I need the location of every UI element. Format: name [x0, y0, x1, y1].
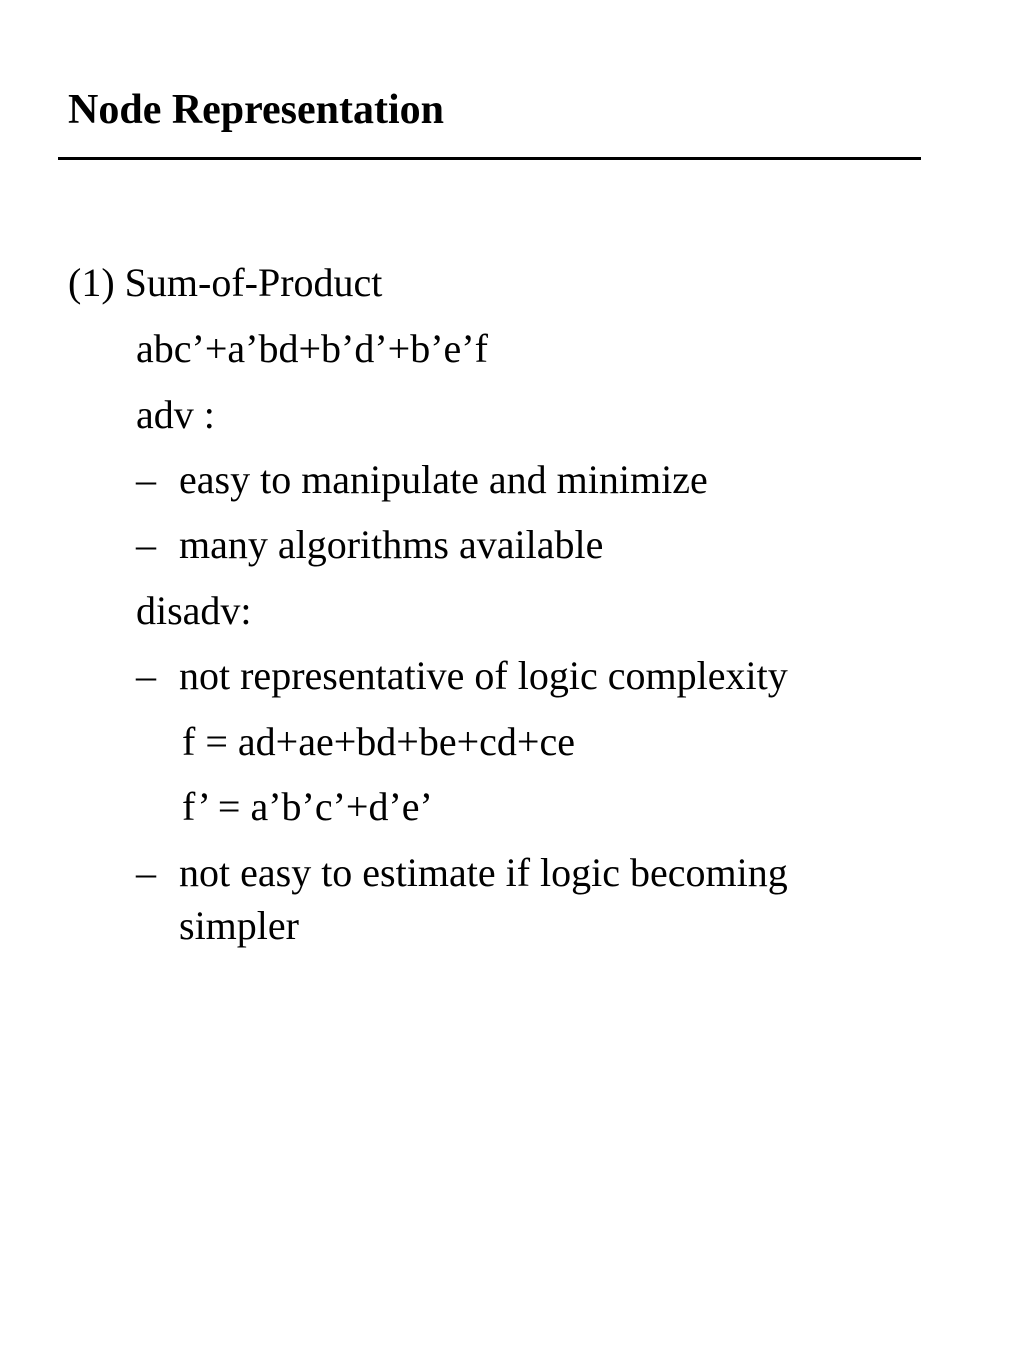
adv-item: many algorithms available	[179, 522, 604, 567]
example-formula: f = ad+ae+bd+be+cd+ce	[182, 719, 575, 764]
bullet-dash: –	[136, 457, 156, 502]
section-heading: (1) Sum-of-Product	[68, 260, 383, 305]
adv-item: easy to manipulate and minimize	[179, 457, 708, 502]
slide-title: Node Representation	[68, 87, 445, 133]
disadv-item: not easy to estimate if logic becoming	[179, 850, 788, 895]
bullet-dash: –	[136, 522, 156, 567]
bullet-dash: –	[136, 653, 156, 698]
example-formula: f’ = a’b’c’+d’e’	[182, 784, 433, 829]
sop-expression: abc’+a’bd+b’d’+b’e’f	[136, 326, 488, 371]
disadv-item: not representative of logic complexity	[179, 653, 788, 698]
disadv-label: disadv:	[136, 588, 252, 633]
disadv-item-continuation: simpler	[179, 903, 299, 948]
title-divider	[58, 157, 921, 160]
bullet-dash: –	[136, 850, 156, 895]
adv-label: adv :	[136, 392, 215, 437]
